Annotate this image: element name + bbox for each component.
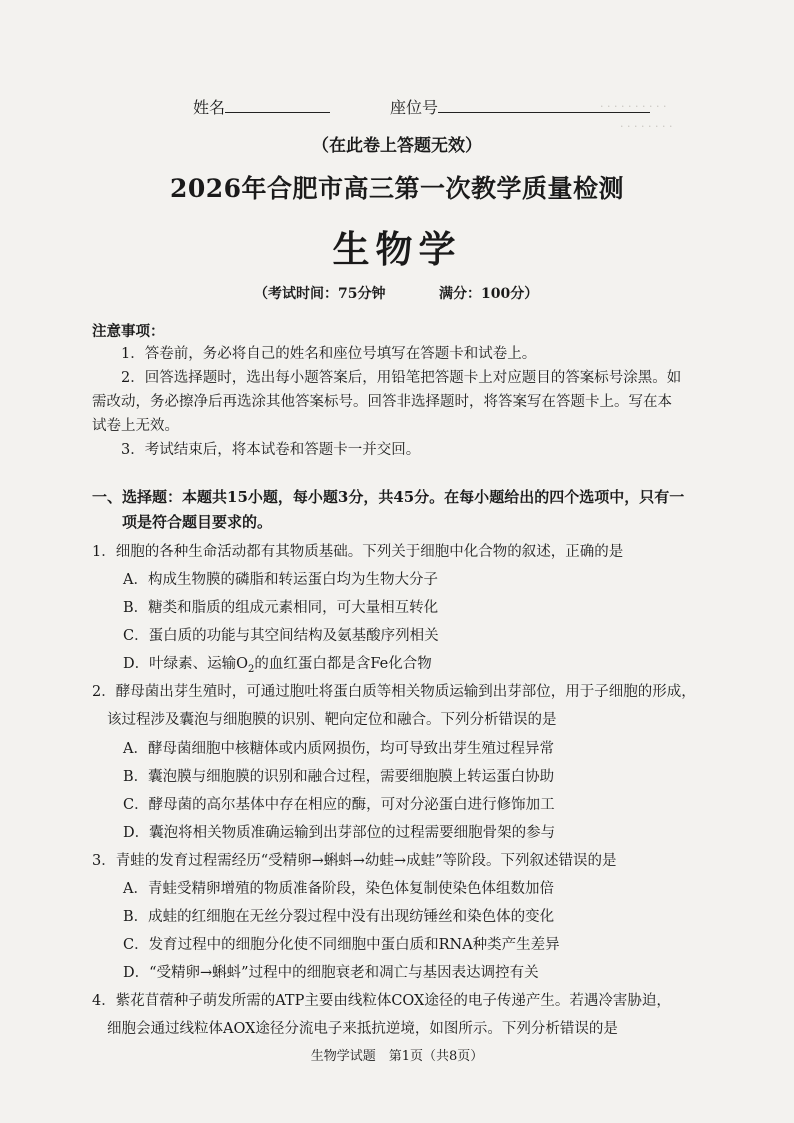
bleed-through-text: · · · · · · · · (620, 120, 673, 133)
question-3-stem: 3．青蛙的发育过程需经历“受精卵→蝌蚪→幼蛙→成蛙”等阶段。下列叙述错误的是 (92, 853, 617, 869)
question-4-stem-line-2: 细胞会通过线粒体AOX途径分流电子来抵抗逆境，如图所示。下列分析错误的是 (107, 1021, 618, 1037)
question-3-option-b: B．成蛙的红细胞在无丝分裂过程中没有出现纺锤丝和染色体的变化 (123, 909, 555, 925)
subject-title: 生物学 (332, 227, 462, 271)
option-d-prefix: D．叶绿素、运输O (123, 656, 249, 672)
name-field (193, 95, 330, 118)
bleed-through-text: · · · · · · · · · · (600, 100, 667, 113)
seat-field (390, 95, 650, 118)
question-3-option-a: A．青蛙受精卵增殖的物质准备阶段，染色体复制使染色体组数加倍 (123, 881, 554, 897)
question-2-option-a: A．酵母菌细胞中核糖体或内质网损伤，均可导致出芽生殖过程异常 (123, 741, 554, 757)
question-2-option-d: D．囊泡将相关物质准确运输到出芽部位的过程需要细胞骨架的参与 (123, 825, 556, 841)
notice-item-2-line-3: 试卷上无效。 (92, 418, 179, 434)
question-3-option-c: C．发育过程中的细胞分化使不同细胞中蛋白质和RNA种类产生差异 (123, 937, 560, 953)
seat-blank (438, 97, 650, 113)
name-blank (225, 97, 330, 113)
question-1-option-d (123, 652, 432, 675)
full-score: 满分：100分） (439, 286, 539, 302)
notice-item-3: 3．考试结束后，将本试卷和答题卡一并交回。 (121, 442, 421, 458)
name-label: 姓名 (193, 98, 226, 117)
page-footer: 生物学试题 第1页（共8页） (310, 1049, 484, 1064)
invalid-note: （在此卷上答题无效） (312, 136, 482, 156)
question-3-option-d: D．“受精卵→蝌蚪”过程中的细胞衰老和凋亡与基因表达调控有关 (123, 965, 539, 981)
question-2-option-b: B．囊泡膜与细胞膜的识别和融合过程，需要细胞膜上转运蛋白协助 (123, 769, 555, 785)
question-2-stem-line-2: 该过程涉及囊泡与细胞膜的识别、靶向定位和融合。下列分析错误的是 (107, 712, 557, 728)
question-1-option-b: B．糖类和脂质的组成元素相同，可大量相互转化 (123, 600, 439, 616)
seat-label: 座位号 (390, 98, 439, 117)
question-2-option-c: C．酵母菌的高尔基体中存在相应的酶，可对分泌蛋白进行修饰加工 (123, 797, 555, 813)
option-d-suffix: 的血红蛋白都是含Fe化合物 (254, 656, 432, 672)
exam-title: 2026年合肥市高三第一次教学质量检测 (169, 174, 625, 203)
oxygen-subscript: 2 (248, 663, 255, 675)
exam-time: （考试时间：75分钟 (254, 286, 386, 302)
question-2-stem-line-1: 2．酵母菌出芽生殖时，可通过胞吐将蛋白质等相关物质运输到出芽部位，用于子细胞的形成， (92, 684, 696, 700)
notice-item-2-line-2: 需改动，务必擦净后再选涂其他答案标号。回答非选择题时，将答案写在答题卡上。写在本 (92, 394, 672, 410)
section-heading-line-1: 一、选择题：本题共15小题，每小题3分，共45分。在每小题给出的四个选项中，只有一 (92, 488, 685, 506)
question-1-option-c: C．蛋白质的功能与其空间结构及氨基酸序列相关 (123, 628, 439, 644)
question-4-stem-line-1: 4．紫花苜蓿种子萌发所需的ATP主要由线粒体COX途径的电子传递产生。若遇冷害胁迫， (92, 993, 671, 1009)
question-1-option-a: A．构成生物膜的磷脂和转运蛋白均为生物大分子 (123, 572, 438, 588)
notice-item-2-line-1: 2．回答选择题时，选出每小题答案后，用铅笔把答题卡上对应题目的答案标号涂黑。如 (121, 370, 682, 386)
notice-heading: 注意事项： (92, 323, 165, 340)
section-heading-line-2: 项是符合题目要求的。 (122, 513, 273, 531)
notice-item-1: 1．答卷前，务必将自己的姓名和座位号填写在答题卡和试卷上。 (121, 346, 537, 362)
question-1-stem: 1．细胞的各种生命活动都有其物质基础。下列关于细胞中化合物的叙述，正确的是 (92, 544, 624, 560)
